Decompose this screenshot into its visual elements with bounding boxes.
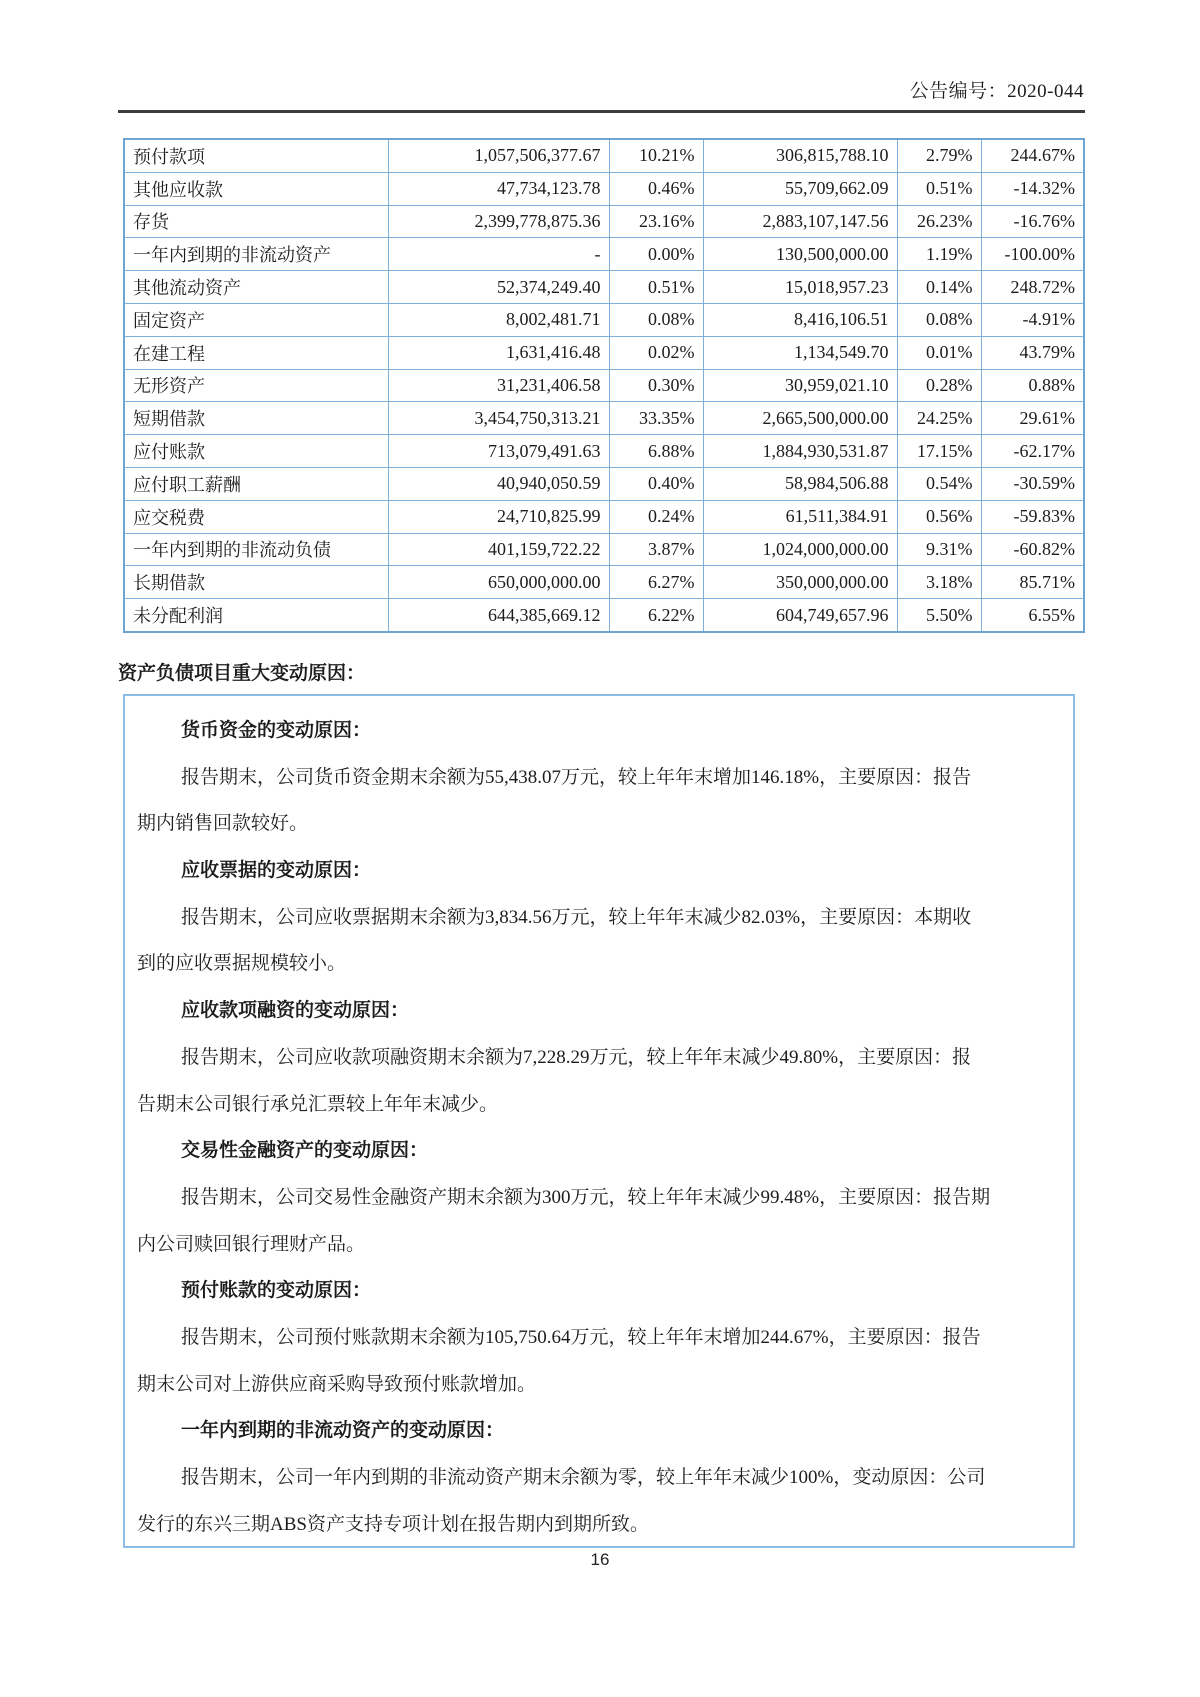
table-cell-value: -60.82% [981, 533, 1084, 566]
table-row [124, 238, 1084, 271]
paragraph-line: 报告期末，公司交易性金融资产期末余额为300万元，较上年年末减少99.48%，主要原因：报告期 [181, 1186, 991, 1208]
table-cell-value: 1.19% [897, 238, 981, 271]
table-cell-item: 固定资产 [124, 303, 388, 336]
subsection-title: 一年内到期的非流动资产的变动原因： [181, 1420, 505, 1442]
table-cell-value: 61,511,384.91 [703, 500, 897, 533]
page-number: 16 [590, 1550, 610, 1569]
subsection-title: 应收款项融资的变动原因： [181, 1000, 410, 1022]
subsection-title: 交易性金融资产的变动原因： [181, 1140, 429, 1162]
table-cell-value: 3.18% [897, 566, 981, 599]
table-cell-value: 8,002,481.71 [388, 303, 609, 336]
table-row [124, 336, 1084, 369]
table-cell-value: 0.01% [897, 336, 981, 369]
table-cell-value: 29.61% [981, 402, 1084, 435]
table-cell-value: 30,959,021.10 [703, 369, 897, 402]
table-cell-value: 8,416,106.51 [703, 303, 897, 336]
paragraph-line: 期内销售回款较好。 [137, 813, 309, 835]
paragraph-line: 内公司赎回银行理财产品。 [137, 1233, 366, 1255]
table-cell-value: 2,399,778,875.36 [388, 205, 609, 238]
table-cell-value: 248.72% [981, 271, 1084, 304]
table-cell-item: 未分配利润 [124, 599, 388, 632]
table-cell-item: 其他应收款 [124, 172, 388, 205]
table-cell-value: 1,884,930,531.87 [703, 435, 897, 468]
table-cell-value: 244.67% [981, 139, 1084, 172]
table-cell-value: 2.79% [897, 139, 981, 172]
table-cell-value: 0.08% [897, 303, 981, 336]
table-cell-value: -59.83% [981, 500, 1084, 533]
table-cell-value: 0.40% [609, 467, 703, 500]
table-cell-value: 26.23% [897, 205, 981, 238]
paragraph-line: 发行的东兴三期ABS资产支持专项计划在报告期内到期所致。 [137, 1513, 649, 1535]
table-cell-item: 短期借款 [124, 402, 388, 435]
table-cell-value: 24.25% [897, 402, 981, 435]
table-cell-item: 应交税费 [124, 500, 388, 533]
table-cell-item: 无形资产 [124, 369, 388, 402]
table-cell-value: 17.15% [897, 435, 981, 468]
table-cell-value: 130,500,000.00 [703, 238, 897, 271]
table-cell-value: 644,385,669.12 [388, 599, 609, 632]
table-cell-value: - [388, 238, 609, 271]
table-cell-item: 长期借款 [124, 566, 388, 599]
table-cell-value: 0.14% [897, 271, 981, 304]
doc-number: 公告编号：2020-044 [909, 81, 1084, 102]
table-cell-value: 52,374,249.40 [388, 271, 609, 304]
table-cell-value: 24,710,825.99 [388, 500, 609, 533]
table-row [124, 172, 1084, 205]
table-cell-value: 23.16% [609, 205, 703, 238]
table-cell-value: -16.76% [981, 205, 1084, 238]
table-row [124, 599, 1084, 632]
table-cell-value: -30.59% [981, 467, 1084, 500]
table-cell-value: -14.32% [981, 172, 1084, 205]
table-cell-value: 306,815,788.10 [703, 139, 897, 172]
table-cell-item: 在建工程 [124, 336, 388, 369]
table-cell-value: 85.71% [981, 566, 1084, 599]
table-cell-value: 6.27% [609, 566, 703, 599]
table-cell-value: 9.31% [897, 533, 981, 566]
table-row [124, 533, 1084, 566]
table-cell-value: 5.50% [897, 599, 981, 632]
subsection-title: 货币资金的变动原因： [181, 720, 372, 741]
table-cell-value: 6.22% [609, 599, 703, 632]
table-cell-item: 一年内到期的非流动资产 [124, 238, 388, 271]
table-cell-value: 2,665,500,000.00 [703, 402, 897, 435]
header-rule [118, 110, 1085, 113]
table-cell-item: 一年内到期的非流动负债 [124, 533, 388, 566]
table-cell-value: 401,159,722.22 [388, 533, 609, 566]
change-reasons-box [123, 694, 1075, 1548]
table-row [124, 139, 1084, 172]
table-cell-value: 1,134,549.70 [703, 336, 897, 369]
table-cell-item: 应付职工薪酬 [124, 467, 388, 500]
table-cell-value: 0.08% [609, 303, 703, 336]
table-cell-value: 0.51% [897, 172, 981, 205]
table-cell-value: 604,749,657.96 [703, 599, 897, 632]
table-row [124, 271, 1084, 304]
table-cell-value: 58,984,506.88 [703, 467, 897, 500]
paragraph-line: 期末公司对上游供应商采购导致预付账款增加。 [137, 1373, 537, 1395]
table-cell-value: 0.88% [981, 369, 1084, 402]
table-row [124, 435, 1084, 468]
table-cell-value: -100.00% [981, 238, 1084, 271]
table-cell-value: 43.79% [981, 336, 1084, 369]
table-cell-value: 0.56% [897, 500, 981, 533]
table-cell-value: 0.51% [609, 271, 703, 304]
table-cell-value: 0.54% [897, 467, 981, 500]
table-cell-value: 650,000,000.00 [388, 566, 609, 599]
table-cell-value: 0.02% [609, 336, 703, 369]
table-cell-value: 2,883,107,147.56 [703, 205, 897, 238]
table-row [124, 566, 1084, 599]
table-cell-item: 其他流动资产 [124, 271, 388, 304]
table-cell-value: 0.30% [609, 369, 703, 402]
table-cell-value: 6.88% [609, 435, 703, 468]
paragraph-line: 报告期末，公司货币资金期末余额为55,438.07万元，较上年年末增加146.18%，主要原因：报告 [181, 766, 972, 788]
table-cell-value: 1,631,416.48 [388, 336, 609, 369]
table-row [124, 369, 1084, 402]
table-cell-value: 0.00% [609, 238, 703, 271]
table-cell-value: 713,079,491.63 [388, 435, 609, 468]
table-cell-value: 40,940,050.59 [388, 467, 609, 500]
table-cell-value: 10.21% [609, 139, 703, 172]
table-cell-value: -62.17% [981, 435, 1084, 468]
paragraph-line: 报告期末，公司一年内到期的非流动资产期末余额为零，较上年年末减少100%，变动原因：公司 [181, 1467, 986, 1488]
table-cell-value: 0.28% [897, 369, 981, 402]
paragraph-line: 报告期末，公司应收款项融资期末余额为7,228.29万元，较上年年末减少49.80%，主要原因：报 [181, 1046, 972, 1068]
table-row [124, 500, 1084, 533]
table-cell-value: -4.91% [981, 303, 1084, 336]
table-cell-value: 350,000,000.00 [703, 566, 897, 599]
financial-table [123, 138, 1085, 633]
subsection-title: 预付账款的变动原因： [181, 1280, 372, 1302]
paragraph-line: 到的应收票据规模较小。 [137, 953, 347, 975]
paragraph-line: 报告期末，公司预付账款期末余额为105,750.64万元，较上年年末增加244.67%，主要原因：报告 [181, 1326, 981, 1348]
financial-table-body [124, 139, 1084, 632]
table-row [124, 303, 1084, 336]
table-cell-value: 0.46% [609, 172, 703, 205]
paragraph-line: 告期末公司银行承兑汇票较上年年末减少。 [137, 1093, 499, 1115]
table-cell-value: 1,057,506,377.67 [388, 139, 609, 172]
table-cell-value: 33.35% [609, 402, 703, 435]
table-row [124, 402, 1084, 435]
table-cell-value: 0.24% [609, 500, 703, 533]
table-cell-value: 6.55% [981, 599, 1084, 632]
table-cell-value: 31,231,406.58 [388, 369, 609, 402]
table-cell-value: 15,018,957.23 [703, 271, 897, 304]
section-title: 资产负债项目重大变动原因： [118, 663, 366, 684]
subsection-title: 应收票据的变动原因： [181, 860, 372, 882]
table-cell-item: 应付账款 [124, 435, 388, 468]
table-cell-item: 预付款项 [124, 139, 388, 172]
table-cell-value: 1,024,000,000.00 [703, 533, 897, 566]
table-cell-value: 3.87% [609, 533, 703, 566]
table-row [124, 205, 1084, 238]
table-cell-value: 3,454,750,313.21 [388, 402, 609, 435]
paragraph-line: 报告期末，公司应收票据期末余额为3,834.56万元，较上年年末减少82.03%，主要原因：本期收 [181, 906, 972, 928]
table-cell-value: 55,709,662.09 [703, 172, 897, 205]
table-row [124, 467, 1084, 500]
table-cell-item: 存货 [124, 205, 388, 238]
table-cell-value: 47,734,123.78 [388, 172, 609, 205]
